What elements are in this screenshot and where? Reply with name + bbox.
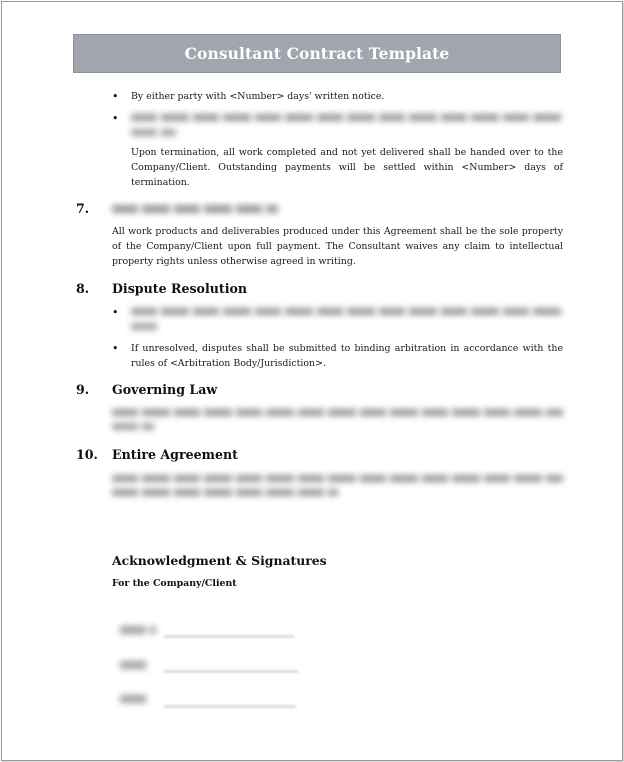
redacted-text bbox=[131, 114, 563, 121]
termination-bullet-notice: By either party with <Number> days' written notice. bbox=[131, 91, 385, 102]
termination-paragraph: Upon termination, all work completed and not yet delivered shall be handed over to the Company/Client. Outstanding payments will be settled within <Number> days of termination. bbox=[131, 147, 563, 188]
redacted-field-label bbox=[120, 661, 148, 669]
section7-paragraph: All work products and deliverables produced under this Agreement shall be the sole property of the Company/Client upon full payment. The Consultant waives any claim to intellectual property rights unless otherwise agreed in writing. bbox=[112, 226, 563, 267]
bullet-marker: • bbox=[112, 306, 119, 319]
redacted-field-label bbox=[120, 695, 150, 703]
redacted-text bbox=[112, 489, 338, 496]
redacted-text bbox=[112, 423, 154, 430]
bullet-marker: • bbox=[112, 90, 119, 103]
document-page bbox=[1, 1, 623, 761]
section-number: 8. bbox=[76, 281, 90, 296]
document-title: Consultant Contract Template bbox=[184, 44, 450, 63]
redacted-text bbox=[131, 323, 159, 330]
redacted-text bbox=[112, 475, 563, 482]
signature-line bbox=[164, 636, 294, 637]
section-number: 10. bbox=[76, 447, 98, 462]
section-number: 9. bbox=[76, 382, 90, 397]
signatures-heading: Acknowledgment & Signatures bbox=[112, 553, 327, 568]
section-title: Governing Law bbox=[112, 382, 218, 397]
section-number: 7. bbox=[76, 201, 90, 216]
bullet-marker: • bbox=[112, 342, 119, 355]
redacted-section-title bbox=[112, 205, 278, 213]
title-banner bbox=[73, 34, 561, 73]
signature-line bbox=[164, 671, 298, 672]
redacted-text bbox=[131, 129, 176, 136]
redacted-text bbox=[112, 409, 563, 416]
signature-party-label: For the Company/Client bbox=[112, 578, 237, 589]
section-title: Entire Agreement bbox=[112, 447, 238, 462]
redacted-field-label bbox=[120, 626, 156, 634]
dispute-arbitration-bullet: If unresolved, disputes shall be submitted to binding arbitration in accordance with the rules of <Arbitration Body/Jurisdiction>. bbox=[131, 343, 563, 369]
signature-line bbox=[164, 706, 296, 707]
bullet-marker: • bbox=[112, 112, 119, 125]
section-title: Dispute Resolution bbox=[112, 281, 248, 296]
redacted-text bbox=[131, 308, 563, 315]
